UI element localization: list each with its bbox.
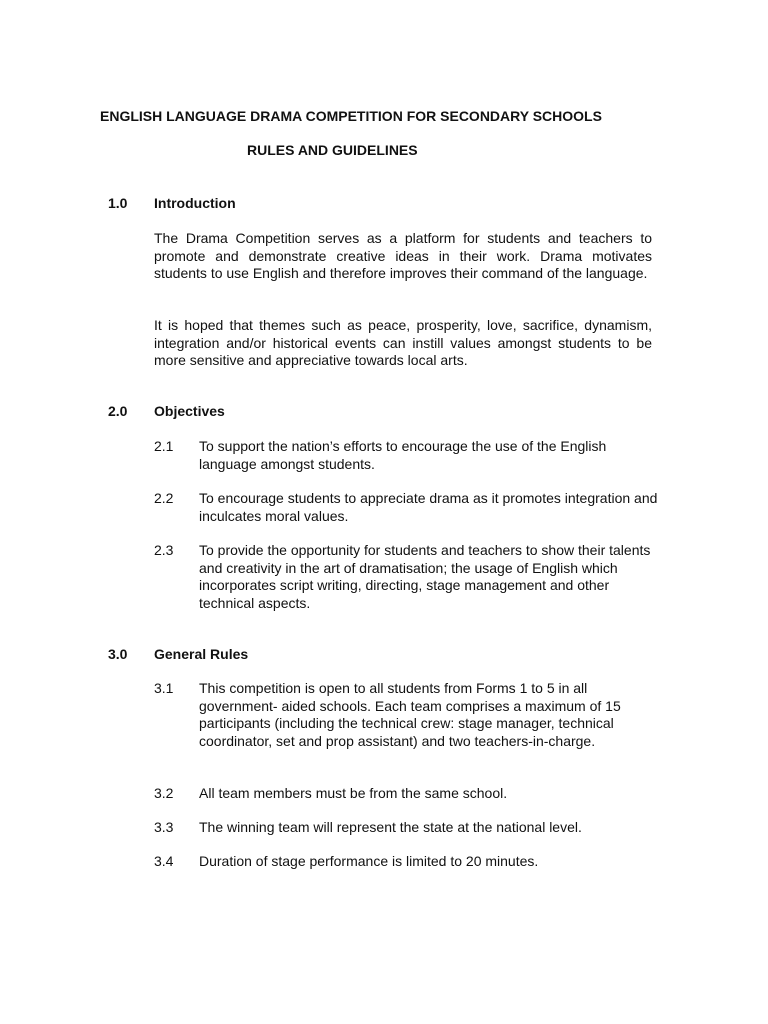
item-number: 2.3 (154, 542, 174, 558)
item-number: 3.4 (154, 853, 174, 869)
section-title: Introduction (154, 195, 236, 211)
section-number: 1.0 (108, 195, 128, 211)
item-text: To support the nation’s efforts to encourage the use of the English language amongst students. (199, 438, 607, 472)
item-number: 3.3 (154, 819, 174, 835)
item-text: Duration of stage performance is limited to 20 minutes. (199, 853, 539, 869)
section-title: Objectives (154, 403, 225, 419)
item-number: 3.2 (154, 785, 174, 801)
section-number: 3.0 (108, 646, 128, 662)
intro-paragraph-1: The Drama Competition serves as a platform for students and teachers to promote and demonstrate creative ideas in their work. Drama motivates students to use English and therefore improves their command of the language. (154, 230, 652, 281)
section-number: 2.0 (108, 403, 128, 419)
item-text: The winning team will represent the state at the national level. (199, 819, 582, 835)
item-number: 2.1 (154, 438, 174, 454)
section-title: General Rules (154, 646, 249, 662)
item-text: This competition is open to all students from Forms 1 to 5 in all government- aided schools. Each team comprises a maximum of 15 participants (including the technical crew: stage manager, technical coordinator, set and prop assistant) and two teachers-in-charge. (199, 680, 621, 749)
item-number: 2.2 (154, 490, 174, 506)
item-text: To provide the opportunity for students and teachers to show their talents and creativity in the art of dramatisation; the usage of English which incorporates script writing, directing, stage management and other technical aspects. (199, 542, 651, 611)
document-subtitle: RULES AND GUIDELINES (247, 142, 418, 158)
intro-paragraph-2: It is hoped that themes such as peace, prosperity, love, sacrifice, dynamism, integration and/or historical events can instill values amongst students to be more sensitive and appreciative towards local arts. (154, 317, 652, 368)
item-text: All team members must be from the same school. (199, 785, 508, 801)
item-text: To encourage students to appreciate drama as it promotes integration and inculcates moral values. (199, 490, 658, 524)
item-number: 3.1 (154, 680, 174, 696)
document-title: ENGLISH LANGUAGE DRAMA COMPETITION FOR SECONDARY SCHOOLS (100, 108, 602, 124)
